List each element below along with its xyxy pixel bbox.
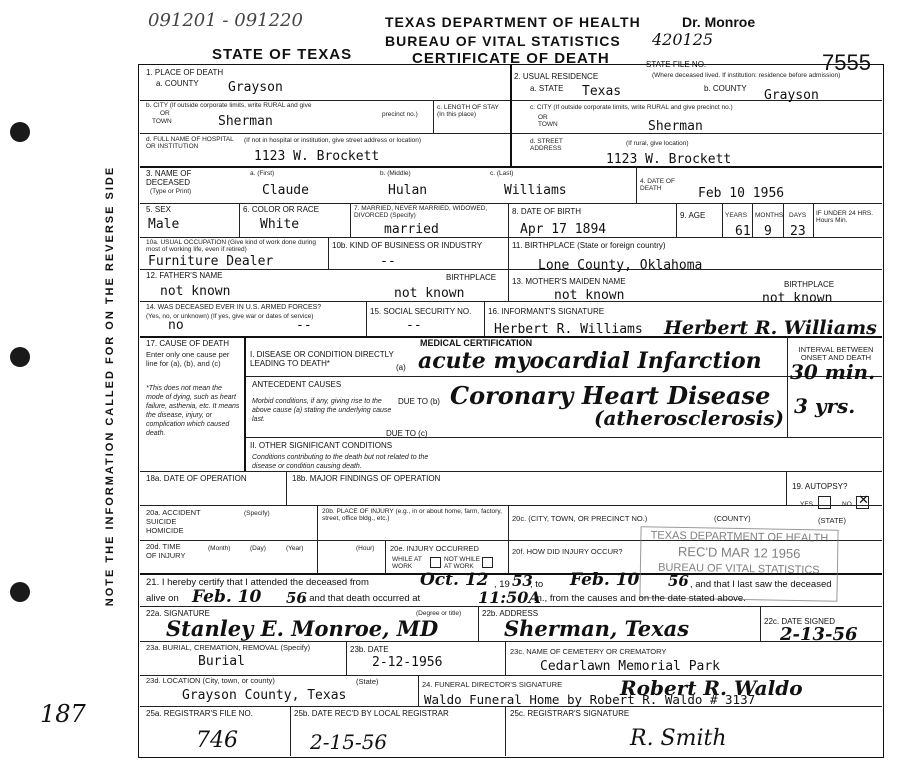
- certify-last-saw: , and that I last saw the deceased: [690, 579, 832, 590]
- accident-specify: (Specify): [244, 510, 270, 517]
- certify-causes: m., from the causes and on the date stated above.: [534, 593, 746, 604]
- cause-a-value: acute myocardial Infarction: [418, 348, 762, 374]
- mother-name-value: not known: [554, 288, 625, 303]
- last-name-label: c. (Last): [490, 170, 514, 177]
- age-months-value: 9: [764, 224, 772, 239]
- other-conditions-label: II. OTHER SIGNIFICANT CONDITIONS: [250, 441, 393, 450]
- registrar-signature: R. Smith: [630, 726, 727, 751]
- handwritten-number-range: 091201 - 091220: [148, 10, 303, 31]
- degree-label: (Degree or title): [416, 610, 462, 617]
- last-name-value: Williams: [504, 183, 567, 198]
- while-at-work-label: WHILE AT WORK: [392, 556, 422, 570]
- age-years-value: 61: [735, 224, 751, 239]
- age-label: 9. AGE: [680, 211, 706, 220]
- injury-state-label: (STATE): [818, 516, 847, 525]
- occupation-label: 10a. USUAL OCCUPATION (Give kind of work done during most of working life, even if retired): [146, 239, 317, 253]
- operation-date-label: 18a. DATE OF OPERATION: [146, 474, 247, 483]
- certify-to-label: , to: [530, 579, 544, 590]
- antecedent-label: ANTECEDENT CAUSES: [252, 380, 342, 389]
- certify-alive-on: alive on: [146, 593, 179, 604]
- injury-county-label: (COUNTY): [714, 514, 751, 523]
- physician-signature-label: 22a. SIGNATURE: [146, 609, 210, 618]
- injury-hour-label: (Hour): [356, 545, 375, 552]
- ssn-label: 15. SOCIAL SECURITY NO.: [370, 307, 472, 316]
- certificate-title: CERTIFICATE OF DEATH: [412, 50, 610, 67]
- cause-b-interval: 3 yrs.: [794, 394, 856, 418]
- birthplace-label: 11. BIRTHPLACE (State or foreign country): [512, 241, 666, 250]
- autopsy-label: 19. AUTOPSY?: [792, 482, 848, 491]
- informant-label: 16. INFORMANT'S SIGNATURE: [488, 307, 605, 316]
- burial-date-value: 2-12-1956: [372, 655, 443, 670]
- interval-label: INTERVAL BETWEEN ONSET AND DEATH: [798, 345, 874, 362]
- under-24-label: IF UNDER 24 HRS. Hours Min.: [816, 210, 874, 224]
- residence-street-note: (If rural, give location): [626, 140, 689, 147]
- mother-name-label: 13. MOTHER'S MAIDEN NAME: [512, 277, 626, 286]
- physician-address-label: 22b. ADDRESS: [482, 609, 539, 618]
- disease-label: I. DISEASE OR CONDITION DIRECTLY LEADING TO DEATH*: [250, 350, 394, 368]
- first-name-label: a. (First): [250, 170, 275, 177]
- residence-street-label: d. STREET ADDRESS: [530, 138, 563, 152]
- punch-hole-top: [10, 122, 30, 142]
- armed-forces-note: (Yes, no, or unknown) (If yes, give war or dates of service): [146, 313, 314, 320]
- injury-day-label: (Day): [250, 545, 266, 552]
- occupation-value: Furniture Dealer: [148, 254, 274, 269]
- registrar-file-label: 25a. REGISTRAR'S FILE NO.: [146, 709, 253, 718]
- burial-location-value: Grayson County, Texas: [182, 688, 347, 703]
- while-at-work-checkbox[interactable]: [430, 557, 441, 568]
- state-file-label: STATE FILE NO.: [646, 60, 707, 69]
- autopsy-no-label: NO: [842, 501, 852, 508]
- cause-of-death-note: Enter only one cause per line for (a), (b), and (c): [146, 350, 230, 368]
- name-type-or-print: (Type or Print): [150, 188, 192, 195]
- days-label: DAYS: [789, 212, 807, 219]
- date-of-death-label: 4. DATE OF DEATH: [640, 178, 675, 192]
- burial-label: 23a. BURIAL, CREMATION, REMOVAL (Specify): [146, 643, 311, 652]
- date-of-death-value: Feb 10 1956: [698, 186, 785, 201]
- margin-number: 187: [40, 700, 86, 728]
- state-heading: STATE OF TEXAS: [212, 46, 353, 63]
- ssn-value: --: [406, 318, 422, 333]
- years-label: YEARS: [725, 212, 748, 219]
- autopsy-yes-checkbox[interactable]: [818, 496, 831, 509]
- marital-value: married: [384, 222, 439, 237]
- cause-a-interval: 30 min.: [790, 360, 876, 384]
- date-signed-value: 2-13-56: [780, 624, 858, 645]
- armed-forces-value: no: [168, 318, 184, 333]
- middle-name-label: b. (Middle): [380, 170, 411, 177]
- certify-to-year: 56: [668, 572, 689, 590]
- cause-of-death-note-2: *This does not mean the mode of dying, such as heart failure, asthenia, etc. It means the disease, injury, or complication which caused death.: [146, 385, 240, 437]
- father-birthplace-value: not known: [394, 286, 465, 301]
- informant-signature: Herbert R. Williams: [664, 317, 877, 339]
- residence-county-value: Grayson: [764, 88, 819, 103]
- how-injury-label: 20f. HOW DID INJURY OCCUR?: [512, 547, 623, 556]
- marital-label: 7. MARRIED, NEVER MARRIED, WIDOWED, DIVORCED (Specify): [354, 205, 488, 219]
- burial-location-label: 23d. LOCATION (City, town, or county): [146, 676, 275, 685]
- not-at-work-checkbox[interactable]: [482, 557, 493, 568]
- sex-value: Male: [148, 217, 180, 232]
- place-of-death-label: 1. PLACE OF DEATH: [146, 68, 224, 77]
- residence-state-value: Texas: [582, 84, 622, 99]
- physician-signature: Stanley E. Monroe, MD: [166, 616, 439, 641]
- side-note-text: NOTE THE INFORMATION CALLED FOR ON THE REVERSE SIDE: [104, 165, 116, 607]
- birthplace-value: Lone County, Oklahoma: [538, 258, 703, 273]
- date-received-value: 2-15-56: [310, 730, 388, 754]
- residence-city-value: Sherman: [648, 119, 703, 134]
- usual-residence-label: 2. USUAL RESIDENCE: [514, 72, 599, 81]
- burial-date-label: 23b. DATE: [350, 645, 389, 654]
- agency-line-1: TEXAS DEPARTMENT OF HEALTH: [385, 14, 641, 30]
- certify-alive-year: 56: [286, 589, 307, 607]
- months-label: MONTHS: [755, 212, 784, 219]
- residence-city-label: c. CITY (If outside corporate limits, write RURAL and give precinct no.): [530, 104, 733, 111]
- agency-line-2: BUREAU OF VITAL STATISTICS: [385, 33, 621, 49]
- handwritten-code: 420125: [652, 30, 714, 49]
- cemetery-value: Cedarlawn Memorial Park: [540, 659, 721, 674]
- residence-county-label: b. COUNTY: [704, 84, 747, 93]
- armed-forces-label: 14. WAS DECEASED EVER IN U.S. ARMED FORCES?: [146, 304, 322, 311]
- morbid-note: Morbid conditions, if any, giving rise to the above cause (a) stating the underlying cause last.: [252, 398, 392, 423]
- color-value: White: [260, 217, 300, 232]
- injury-year-label: (Year): [286, 545, 304, 552]
- death-county-label: a. COUNTY: [156, 79, 199, 88]
- cause-a-label: (a): [396, 363, 406, 372]
- death-city-town: TOWN: [152, 118, 172, 125]
- state-file-number: 7555: [822, 50, 871, 75]
- funeral-director-label: 24. FUNERAL DIRECTOR'S SIGNATURE: [422, 680, 563, 689]
- date-received-label: 25b. DATE REC'D BY LOCAL REGISTRAR: [294, 709, 449, 718]
- mother-birthplace-value: not known: [762, 291, 833, 306]
- injury-occurred-label: 20e. INJURY OCCURRED: [390, 544, 479, 553]
- punch-hole-bottom: [10, 582, 30, 602]
- father-birthplace-label: BIRTHPLACE: [446, 273, 497, 282]
- certify-to-text: , 19: [494, 579, 510, 590]
- residence-city-town: OR TOWN: [538, 114, 558, 128]
- cause-of-death-label: 17. CAUSE OF DEATH: [146, 339, 229, 348]
- certify-time: 11:50A: [478, 588, 541, 607]
- death-city-or: OR: [160, 110, 170, 117]
- stamp-line-1: TEXAS DEPARTMENT OF HEALTH: [650, 529, 829, 545]
- registrar-signature-label: 25c. REGISTRAR'S SIGNATURE: [510, 709, 630, 718]
- medical-certification-header: MEDICAL CERTIFICATION: [420, 338, 533, 348]
- punch-hole-middle: [10, 347, 30, 367]
- hospital-value: 1123 W. Brockett: [254, 149, 380, 164]
- burial-value: Burial: [198, 654, 245, 669]
- cause-b-label: DUE TO (b): [398, 397, 440, 406]
- registrar-file-value: 746: [196, 728, 238, 753]
- findings-label: 18b. MAJOR FINDINGS OF OPERATION: [292, 474, 441, 483]
- place-of-injury-label: 20b. PLACE OF INJURY (e.g., in or about home, farm, factory, street, office bldg., etc.): [322, 508, 502, 522]
- funeral-director-signature: Robert R. Waldo: [620, 676, 803, 700]
- accident-label: 20a. ACCIDENT SUICIDE HOMICIDE: [146, 508, 201, 535]
- time-of-injury-label: 20d. TIME OF INJURY: [146, 542, 186, 560]
- hospital-label: d. FULL NAME OF HOSPITAL OR INSTITUTION: [146, 136, 234, 150]
- usual-residence-note: (Where deceased lived. If institution: residence before admission): [652, 72, 841, 79]
- not-at-work-label: NOT WHILE AT WORK: [444, 556, 480, 570]
- informant-value: Herbert R. Williams: [494, 322, 643, 337]
- physician-address: Sherman, Texas: [504, 616, 690, 641]
- middle-name-value: Hulan: [388, 183, 428, 198]
- death-city-note: precinct no.): [382, 111, 418, 118]
- date-signed-label: 22c. DATE SIGNED: [764, 617, 835, 626]
- cause-c-label: DUE TO (c): [386, 429, 428, 438]
- father-name-label: 12. FATHER'S NAME: [146, 271, 223, 280]
- stamp-line-3: BUREAU OF VITAL STATISTICS: [658, 561, 820, 577]
- injury-month-label: (Month): [208, 545, 231, 552]
- sex-label: 5. SEX: [146, 205, 171, 214]
- certify-from-date: Oct. 12: [420, 570, 489, 590]
- certify-alive-date: Feb. 10: [192, 587, 262, 607]
- date-of-birth-value: Apr 17 1894: [520, 222, 607, 237]
- funeral-director-value: Waldo Funeral Home by Robert R. Waldo # 3137: [424, 692, 756, 707]
- cause-b-value: Coronary Heart Disease: [450, 381, 771, 410]
- stamp-line-2: REC'D MAR 12 1956: [677, 543, 801, 562]
- doctor-name: Dr. Monroe: [682, 14, 756, 30]
- color-label: 6. COLOR OR RACE: [243, 205, 320, 214]
- certify-death-occurred: , and that death occurred at: [304, 593, 421, 604]
- business-label: 10b. KIND OF BUSINESS OR INDUSTRY: [332, 241, 483, 250]
- date-of-birth-label: 8. DATE OF BIRTH: [512, 207, 582, 216]
- received-stamp: [639, 526, 838, 601]
- death-city-label: b. CITY (If outside corporate limits, write RURAL and give: [146, 102, 312, 109]
- cause-b-value-2: (atherosclerosis): [594, 406, 785, 430]
- father-name-value: not known: [160, 284, 231, 299]
- age-days-value: 23: [790, 224, 806, 239]
- hospital-note: (If not in hospital or institution, give street address or location): [244, 137, 422, 144]
- other-conditions-note: Conditions contributing to the death but not related to the disease or condition causing death.: [252, 454, 429, 470]
- cemetery-label: 23c. NAME OF CEMETERY OR CREMATORY: [510, 647, 667, 656]
- name-of-deceased-label: 3. NAME OF DECEASED: [146, 169, 192, 187]
- residence-street-value: 1123 W. Brockett: [606, 152, 732, 167]
- mother-birthplace-label: BIRTHPLACE: [784, 280, 835, 289]
- certify-statement: 21. I hereby certify that I attended the deceased from: [146, 577, 369, 588]
- autopsy-no-checkbox[interactable]: ✕: [858, 493, 869, 508]
- death-county-value: Grayson: [228, 80, 283, 95]
- autopsy-yes-label: YES: [800, 501, 814, 508]
- death-city-value: Sherman: [218, 114, 273, 129]
- armed-forces-dates: --: [296, 318, 312, 333]
- residence-state-label: a. STATE: [530, 84, 564, 93]
- certify-from-year: 53: [512, 572, 533, 590]
- business-value: --: [380, 254, 396, 269]
- burial-location-state-label: (State): [356, 677, 379, 686]
- certify-to-date: Feb. 10: [570, 570, 640, 590]
- first-name-value: Claude: [262, 183, 309, 198]
- length-of-stay-label: c. LENGTH OF STAY (In this place): [437, 104, 499, 118]
- injury-city-label: 20c. (CITY, TOWN, OR PRECINCT NO.): [512, 514, 648, 523]
